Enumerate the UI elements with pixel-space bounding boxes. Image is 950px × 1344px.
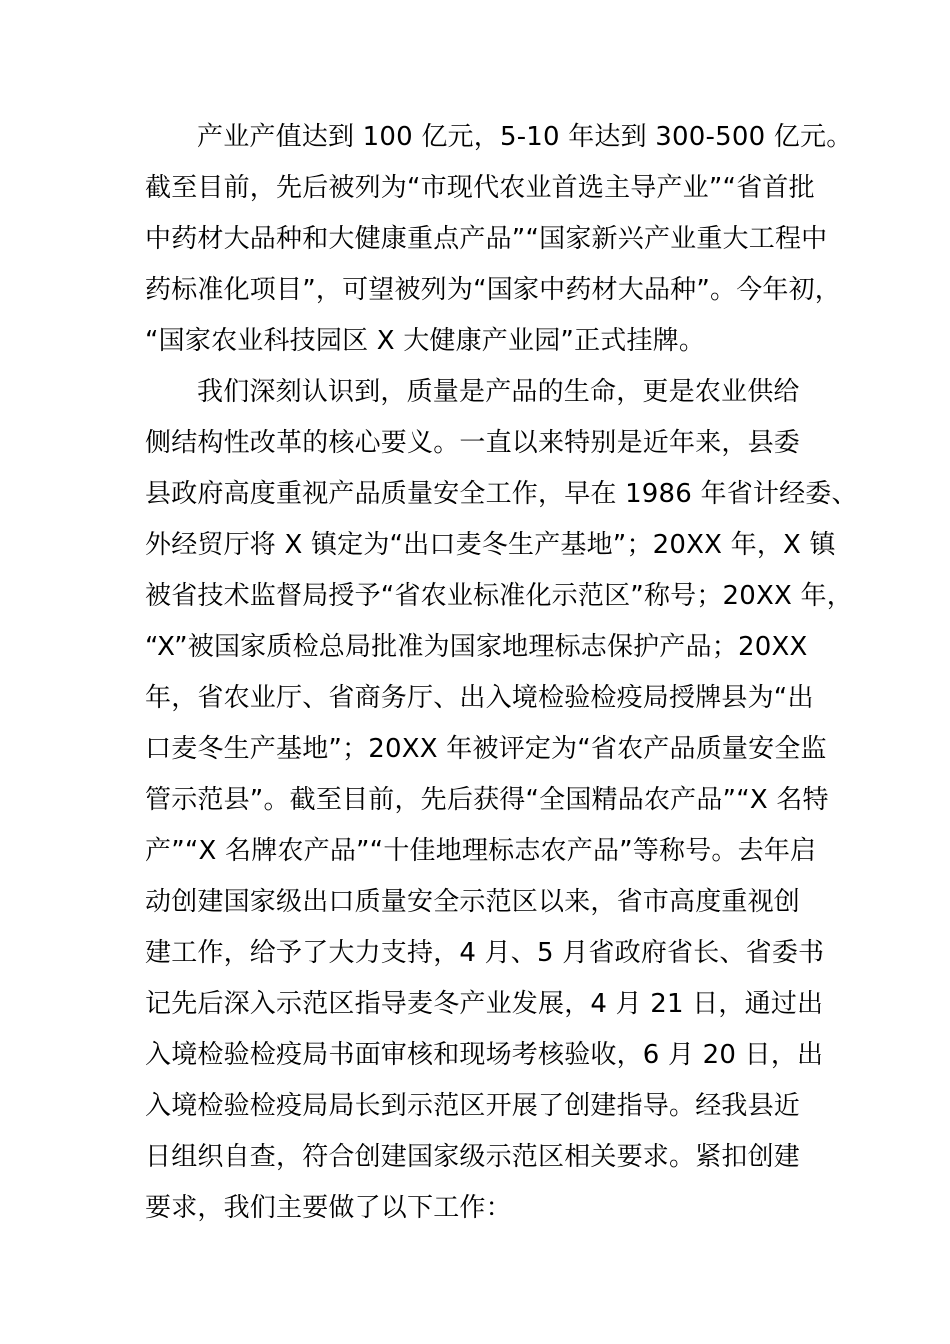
text-line: 入境检验检疫局局长到示范区开展了创建指导。经我县近 — [145, 1091, 801, 1121]
text-line: 日组织自查，符合创建国家级示范区相关要求。紧扣创建 — [145, 1142, 801, 1172]
text-line: 截至目前，先后被列为“市现代农业首选主导产业”“省首批 — [145, 173, 815, 203]
text-line: 侧结构性改革的核心要义。一直以来特别是近年来，县委 — [145, 428, 801, 458]
text-line: 建工作，给予了大力支持，4 月、5 月省政府省长、省委书 — [145, 938, 825, 968]
text-line: “国家农业科技园区 X 大健康产业园”正式挂牌。 — [145, 326, 706, 356]
text-line: 县政府高度重视产品质量安全工作，早在 1986 年省计经委、 — [145, 479, 858, 509]
text-line: 中药材大品种和大健康重点产品”“国家新兴产业重大工程中 — [145, 224, 828, 254]
text-line: 产业产值达到 100 亿元，5-10 年达到 300-500 亿元。 — [197, 122, 853, 152]
text-line: 入境检验检疫局书面审核和现场考核验收，6 月 20 日，出 — [145, 1040, 824, 1070]
text-line: 记先后深入示范区指导麦冬产业发展，4 月 21 日，通过出 — [145, 989, 824, 1019]
text-line: 动创建国家级出口质量安全示范区以来，省市高度重视创 — [145, 887, 801, 917]
document-body — [145, 112, 858, 1234]
text-line: 管示范县”。截至目前，先后获得“全国精品农产品”“X 名特 — [145, 785, 829, 815]
text-line: “X”被国家质检总局批准为国家地理标志保护产品；20XX — [145, 632, 808, 662]
text-line: 口麦冬生产基地”；20XX 年被评定为“省农产品质量安全监 — [145, 734, 827, 764]
text-line: 产”“X 名牌农产品”“十佳地理标志农产品”等称号。去年启 — [145, 836, 817, 866]
text-line: 要求，我们主要做了以下工作： — [145, 1193, 512, 1223]
text-line: 药标准化项目”，可望被列为“国家中药材大品种”。今年初， — [145, 275, 842, 305]
text-line: 被省技术监督局授予“省农业标准化示范区”称号；20XX 年， — [145, 581, 853, 611]
text-line: 我们深刻认识到，质量是产品的生命，更是农业供给 — [197, 377, 800, 407]
text-line: 年，省农业厅、省商务厅、出入境检验检疫局授牌县为“出 — [145, 683, 814, 713]
text-line: 外经贸厅将 X 镇定为“出口麦冬生产基地”；20XX 年，X 镇 — [145, 530, 836, 560]
